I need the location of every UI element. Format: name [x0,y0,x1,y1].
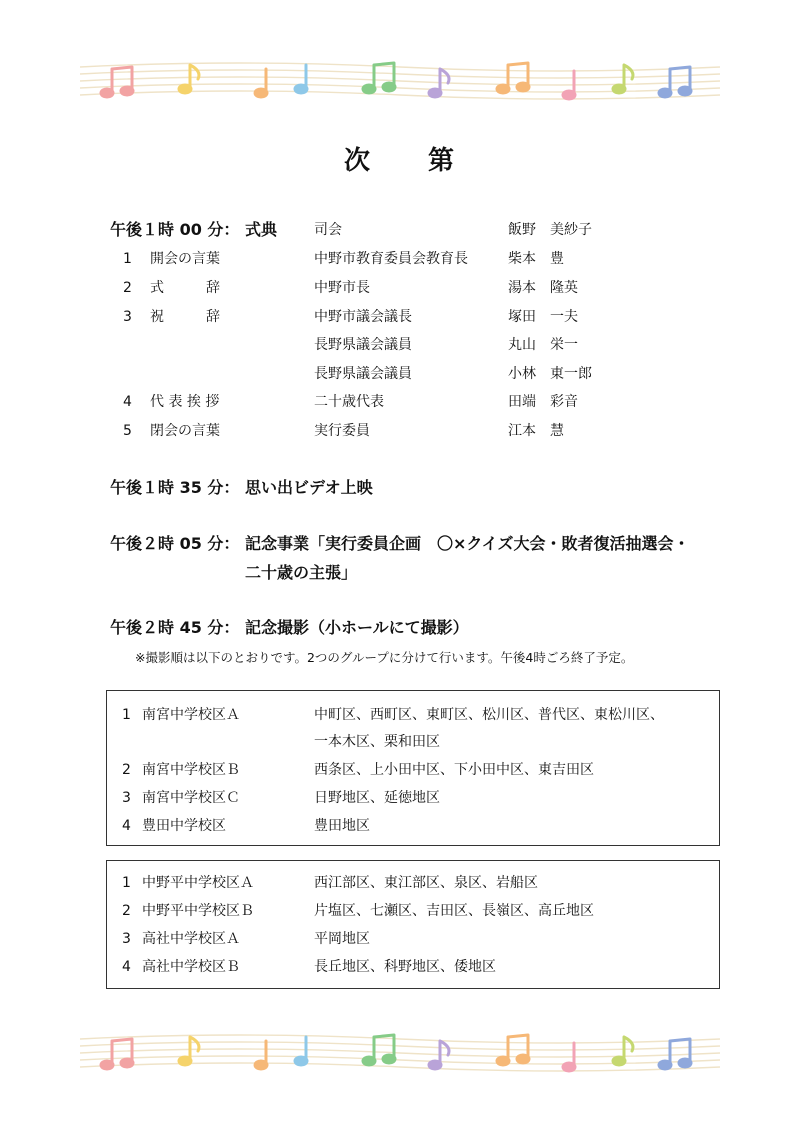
group1-number-1: 1 [122,707,131,723]
group1-areas-4: 豊田地区 [314,818,370,834]
group1-areas-2: 西条区、上小田中区、下小田中区、東吉田区 [314,762,594,778]
item-1: 開会の言葉 [150,251,220,267]
video-time: 午後１時 35 分： [110,478,240,497]
role-7: 実行委員 [314,423,370,439]
group1-areas-3: 日野地区、延徳地区 [314,790,440,806]
role-6: 二十歳代表 [314,394,384,410]
group1-areas-1: 中町区、西町区、東町区、松川区、普代区、東松川区、 [314,707,664,723]
group1-school-3: 南宮中学校区Ｃ [142,790,240,806]
role-5: 長野県議会議員 [314,366,412,382]
music-staff-notes-icon [80,55,720,107]
item-number-6: 4 [123,394,132,410]
role-3: 中野市議会議長 [314,309,412,325]
person-5: 小林 東一郎 [508,366,592,382]
group2-areas-2: 片塩区、七瀬区、吉田区、長嶺区、高丘地区 [314,903,594,919]
ceremony-label: 式典 [245,220,278,239]
group2-areas-3: 平岡地区 [314,931,370,947]
group2-number-3: 3 [122,931,131,947]
group2-areas-1: 西江部区、東江部区、泉区、岩船区 [314,875,538,891]
event-label-line1: 記念事業「実行委員企画 〇×クイズ大会・敗者復活抽選会・ [245,534,690,553]
group2-school-1: 中野平中学校区Ａ [142,875,254,891]
item-number-2: 2 [123,280,132,296]
group2-number-2: 2 [122,903,131,919]
role-0: 司会 [314,222,342,238]
photo-label: 記念撮影（小ホールにて撮影） [245,618,469,637]
group2-areas-4: 長丘地区、科野地区、倭地区 [314,959,496,975]
group1-areas-1-cont: 一本木区、栗和田区 [314,734,440,750]
role-4: 長野県議会議員 [314,337,412,353]
person-3: 塚田 一夫 [508,309,578,325]
group2-school-4: 高社中学校区Ｂ [142,959,240,975]
group2-school-3: 高社中学校区Ａ [142,931,240,947]
role-1: 中野市教育委員会教育長 [314,251,468,267]
group2-number-4: 4 [122,959,131,975]
ceremony-time: 午後１時 00 分： [110,220,240,239]
music-staff-notes-icon [80,1027,720,1079]
group2-school-2: 中野平中学校区Ｂ [142,903,254,919]
title-char-2: 第 [428,146,457,176]
person-2: 湯本 隆英 [508,280,578,296]
item-3: 祝 辞 [150,309,220,325]
event-time: 午後２時 05 分： [110,534,240,553]
item-number-3: 3 [123,309,132,325]
photo-time: 午後２時 45 分： [110,618,240,637]
person-6: 田端 彩音 [508,394,578,410]
group1-number-2: 2 [122,762,131,778]
event-label-line2: 二十歳の主張」 [245,563,358,582]
item-6: 代 表 挨 拶 [150,394,220,410]
group2-number-1: 1 [122,875,131,891]
group1-school-1: 南宮中学校区Ａ [142,707,240,723]
item-number-7: 5 [123,423,132,439]
person-7: 江本 慧 [508,423,564,439]
group1-school-4: 豊田中学校区 [142,818,226,834]
group1-number-3: 3 [122,790,131,806]
page-title [0,140,800,177]
video-label: 思い出ビデオ上映 [245,478,373,497]
item-number-1: 1 [123,251,132,267]
group1-school-2: 南宮中学校区Ｂ [142,762,240,778]
person-0: 飯野 美紗子 [508,222,592,238]
item-2: 式 辞 [150,280,220,296]
person-1: 柴本 豊 [508,251,564,267]
role-2: 中野市長 [314,280,370,296]
group1-number-4: 4 [122,818,131,834]
photo-note: ※撮影順は以下のとおりです。2つのグループに分けて行います。午後4時ごろ終了予定。 [135,650,634,665]
person-4: 丸山 栄一 [508,337,578,353]
item-7: 閉会の言葉 [150,423,220,439]
title-char-1: 次 [343,146,372,176]
